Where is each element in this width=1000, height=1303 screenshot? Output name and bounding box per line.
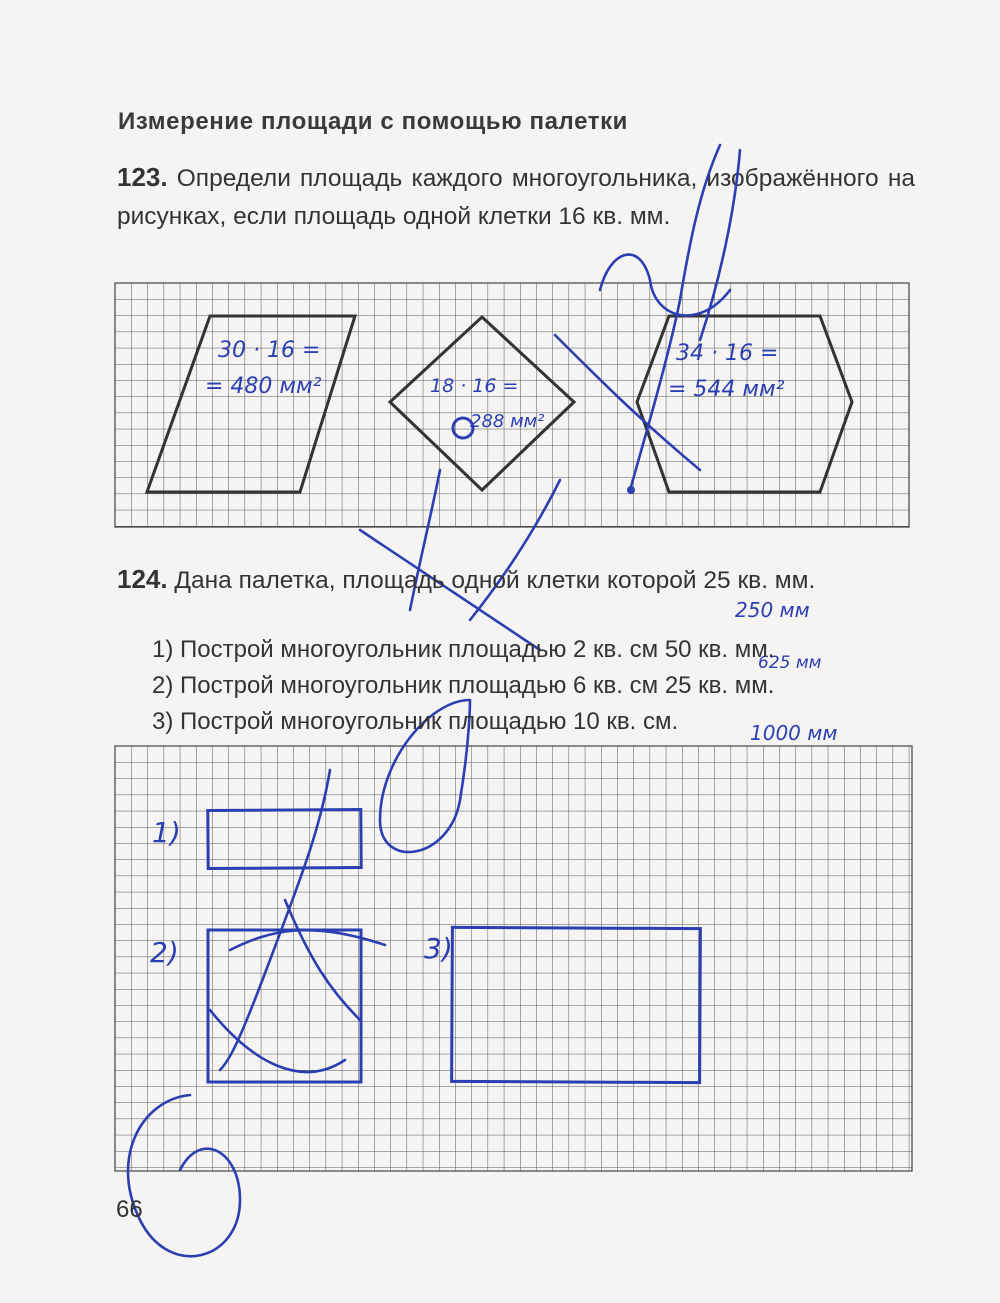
grid-palette-1 — [115, 283, 909, 527]
task-124-items — [152, 632, 774, 740]
task-124-item-3: 3) Построй многоугольник площадью 10 кв. см. — [152, 708, 679, 735]
hexagon-answer-line2: = 544 мм² — [668, 377, 785, 402]
task-123-body: Определи площадь каждого многоугольника, изображённого на рисунках, если площадь одной клетки 16 кв. мм. — [117, 165, 915, 230]
parallelogram-answer-line2: = 480 мм² — [205, 374, 322, 399]
task-124-text — [117, 561, 915, 599]
note-250: 250 мм — [735, 598, 810, 622]
task-124-item-2: 2) Построй многоугольник площадью 6 кв. см 25 кв. мм. — [152, 672, 775, 699]
task-124-number: 124. — [117, 564, 168, 594]
task-124-item-1: 1) Построй многоугольник площадью 2 кв. см 50 кв. мм. — [152, 636, 775, 663]
rhombus-answer-line2: 288 мм² — [470, 411, 545, 432]
note-1000: 1000 мм — [750, 721, 838, 745]
task-123-number: 123. — [117, 162, 168, 192]
rhombus-answer-line1: 18 · 16 = — [430, 375, 519, 397]
task-124-body: Дана палетка, площадь одной клетки которой 25 кв. мм. — [174, 567, 816, 594]
page-number: 66 — [116, 1196, 143, 1223]
note-625: 625 мм — [758, 653, 822, 673]
shape-label-2: 2) — [150, 936, 179, 969]
parallelogram-answer-line1: 30 · 16 = — [218, 338, 321, 363]
shape-label-1: 1) — [152, 816, 181, 849]
page-title: Измерение площади с помощью палетки — [118, 108, 629, 135]
hexagon-answer-line1: 34 · 16 = — [676, 341, 779, 366]
shape-label-3: 3) — [424, 932, 453, 965]
